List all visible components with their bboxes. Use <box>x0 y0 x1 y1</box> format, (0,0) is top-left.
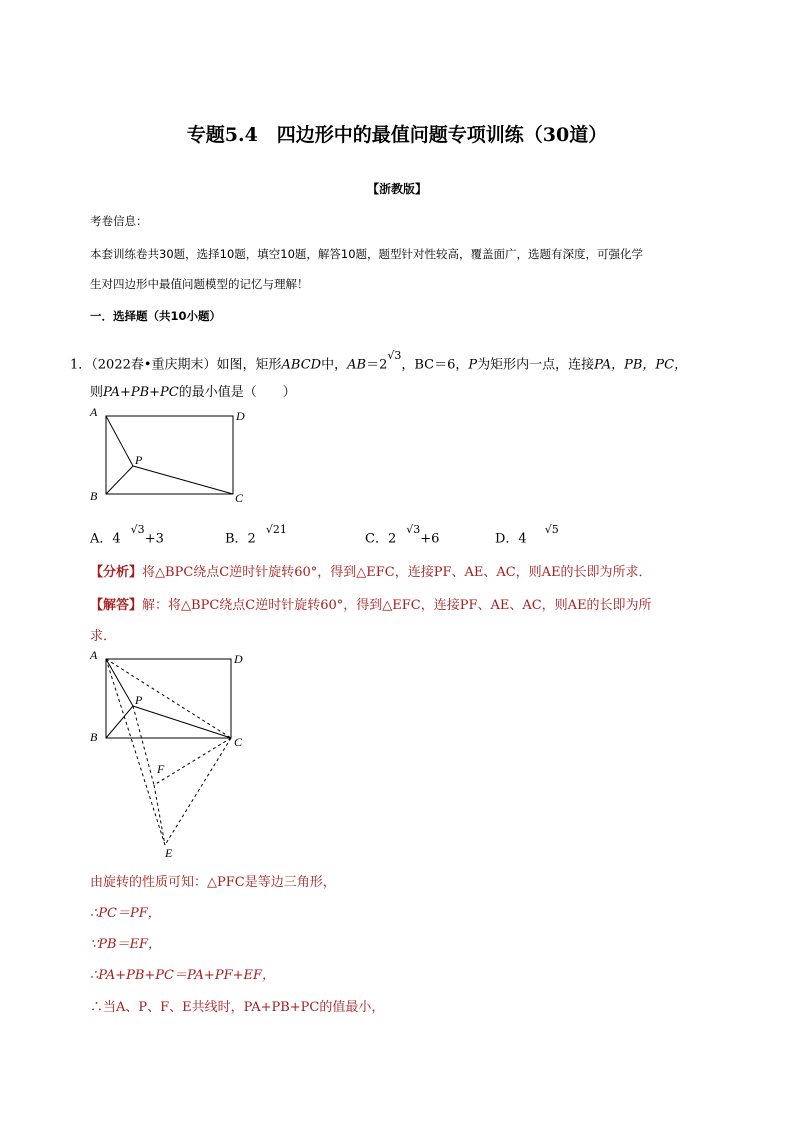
option-b-text: B．2 <box>225 531 256 547</box>
stem-line2-post: 的最小值是（ ） <box>178 385 296 400</box>
question-1-stem-line2 <box>90 381 296 400</box>
label-d: D <box>236 409 245 423</box>
segment-pf <box>133 706 154 785</box>
label-b-2: B <box>90 730 98 744</box>
label-b: B <box>90 489 98 503</box>
solution <box>90 594 652 613</box>
label-p: P <box>135 453 143 467</box>
question-1-stem <box>70 349 688 373</box>
stem-sqrt: √3 <box>387 349 402 362</box>
segment-pa <box>106 416 133 466</box>
stem-bc: ，BC＝6， <box>401 357 469 373</box>
figure-1 <box>85 402 255 510</box>
segment-fc <box>154 738 231 785</box>
label-a-2: A <box>90 648 98 662</box>
label-p-2: P <box>135 693 143 707</box>
info-line-2: 生对四边形中最值问题模型的记忆与理解！ <box>90 277 309 291</box>
step-1: 由旋转的性质可知：△PFC是等边三角形， <box>90 875 336 890</box>
edition-label: 【浙教版】 <box>366 182 427 196</box>
segment-ae <box>106 659 165 845</box>
solution-text-2: 求． <box>90 629 117 644</box>
segment-ac <box>106 659 231 738</box>
info-label: 考卷信息： <box>90 214 148 228</box>
option-a-tail: +3 <box>144 531 164 547</box>
segment-pa-2 <box>106 659 133 706</box>
page-title: 专题5.4 四边形中的最值问题专项训练（30道） <box>186 124 608 146</box>
info-line-1: 本套训练卷共30题，选择10题，填空10题，解答10题，题型针对性较高，覆盖面广，选题有深度，可强化学 <box>90 247 644 261</box>
segment-pb <box>106 466 133 494</box>
rectangle <box>106 416 233 494</box>
option-d-rad: √5 <box>544 523 559 536</box>
stem-ab: AB <box>347 357 367 373</box>
option-c-tail: +6 <box>420 531 440 547</box>
analysis <box>90 561 652 580</box>
option-c-text: C．2 <box>365 531 397 547</box>
step-2: ∴PC＝PF， <box>90 906 161 921</box>
option-d <box>495 523 559 547</box>
segment-pc-2 <box>133 706 231 738</box>
label-a: A <box>90 405 98 419</box>
segment-ec <box>165 738 231 845</box>
stem-eq: ＝2 <box>366 357 388 373</box>
analysis-tag: 【分析】 <box>90 565 143 580</box>
label-c: C <box>235 491 244 505</box>
step-5: ∴当A、P、F、E共线时，PA+PB+PC的值最小， <box>90 1000 385 1015</box>
stem-rest: 为矩形内一点，连接 <box>477 357 595 373</box>
stem-text: 中， <box>321 357 348 373</box>
option-a-text: A．4 <box>90 531 121 547</box>
label-c-2: C <box>234 735 243 749</box>
option-a <box>90 523 164 547</box>
segment-pc <box>133 466 233 494</box>
solution-tag: 【解答】 <box>90 598 143 613</box>
stem-p: P <box>468 357 478 373</box>
option-c-rad: √3 <box>406 523 421 536</box>
option-b-rad: √21 <box>265 523 287 536</box>
label-e-2: E <box>165 846 173 860</box>
stem-expr: PA+PB+PC <box>103 385 179 400</box>
option-d-text: D．4 <box>495 531 527 547</box>
question-number: 1． <box>70 357 92 373</box>
figure-2 <box>85 645 255 860</box>
rect-name: ABCD <box>281 357 322 373</box>
section-heading: 一．选择题（共10小题） <box>90 309 222 323</box>
question-source: （2022春•重庆期末）如图，矩形 <box>91 357 282 373</box>
option-b <box>225 523 287 547</box>
step-4: ∴PA+PB+PC＝PA+PF+EF， <box>90 968 275 983</box>
solution-text-1: 解：将△BPC绕点C逆时针旋转60°，得到△EFC，连接PF、AE、AC，则AE的长即为所 <box>142 598 652 613</box>
analysis-text: 将△BPC绕点C逆时针旋转60°，得到△EFC，连接PF、AE、AC，则AE的长即为所求． <box>142 565 652 580</box>
option-a-rad: √3 <box>130 523 145 536</box>
step-3: ∵PB＝EF， <box>90 937 162 952</box>
label-f-2: F <box>157 762 165 776</box>
stem-segments: PA，PB，PC， <box>594 357 688 373</box>
label-d-2: D <box>234 652 243 666</box>
stem-line2-pre: 则 <box>90 385 104 400</box>
segment-pb-2 <box>106 706 133 738</box>
option-c <box>365 523 440 547</box>
